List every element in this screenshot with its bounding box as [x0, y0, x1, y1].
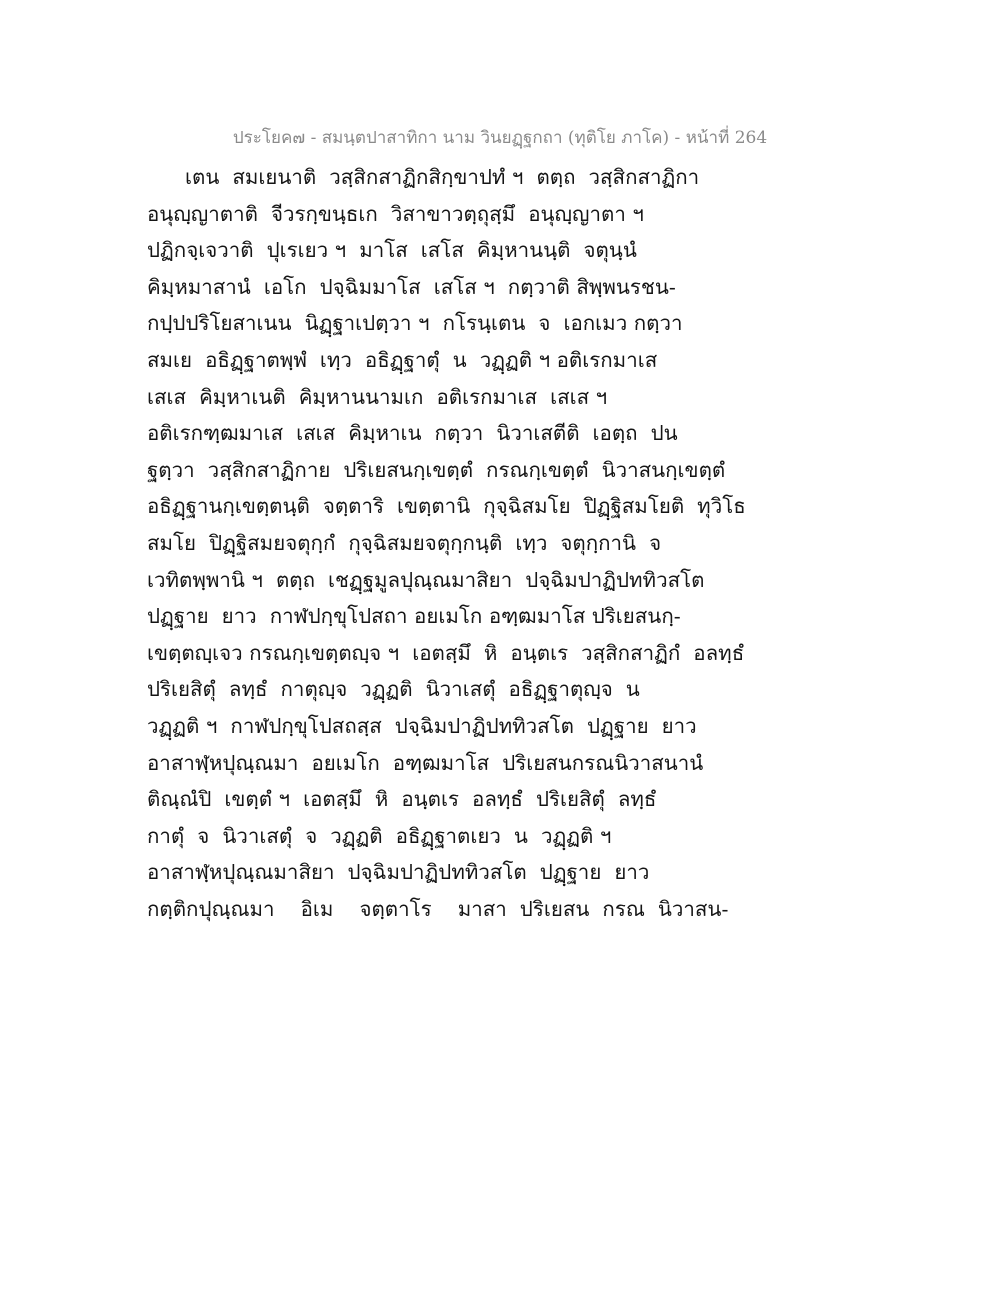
- running-title: ประโยค๗ - สมนฺตปาสาทิกา นาม วินยฏฺฐกถา (ทุติโย ภาโค) - หน้าที่ 264: [232, 128, 768, 148]
- text-line-9: ฐตฺวา วสฺสิกสาฏิกาย ปริเยสนกฺเขตฺตํ กรณกฺเขตฺตํ นิวาสนกฺเขตฺตํ: [147, 457, 726, 482]
- text-line-18: ติณฺณํปิ เขตฺตํ ฯ เอตสฺมึ หิ อนฺตเร อลทฺธํ ปริเยสิตุํ ลทฺธํ: [147, 787, 657, 812]
- text-line-1: เตน สมเยนาติ วสฺสิกสาฏิกสิกฺขาปทํ ฯ ตตฺถ วสฺสิกสาฏิกา: [185, 165, 700, 189]
- text-line-15: ปริเยสิตุํ ลทฺธํ กาตุญฺจ วฏฺฏติ นิวาเสตุํ อธิฏฺฐาตุญฺจ น: [147, 677, 640, 702]
- text-line-8: อติเรกฑฺฒมาเส เสเส คิมฺหาเน กตฺวา นิวาเสตีติ เอตฺถ ปน: [147, 421, 678, 446]
- text-line-2: อนุญฺญาตาติ จีวรกฺขนฺธเก วิสาขาวตฺถุสฺมึ อนุญฺญาตา ฯ: [147, 201, 644, 226]
- text-line-12: เวทิตพฺพานิ ฯ ตตฺถ เชฏฺฐมูลปุณฺณมาสิยา ปจฺฉิมปาฏิปททิวสโต: [147, 567, 705, 592]
- body-text: [147, 159, 867, 927]
- text-line-4: คิมฺหมาสานํ เอโก ปจฺฉิมมาโส เสโส ฯ กตฺวาติ สิพฺพนรชน-: [147, 274, 676, 299]
- text-line-10: อธิฏฺฐานกฺเขตฺตนฺติ จตฺตาริ เขตฺตานิ กุจฺฉิสมโย ปิฏฺฐิสมโยติ ทุวิโธ: [147, 494, 746, 519]
- running-header: [0, 124, 1000, 151]
- text-line-14: เขตฺตญฺเจว กรณกฺเขตฺตญฺจ ฯ เอตสฺมึ หิ อนฺตเร วสฺสิกสาฏิกํ อลทฺธํ: [147, 640, 745, 665]
- text-line-11: สมโย ปิฏฺฐิสมยจตุกฺกํ กุจฺฉิสมยจตุกฺกนฺติ เทฺว จตุกฺกานิ จ: [147, 530, 662, 555]
- text-line-7: เสเส คิมฺหาเนติ คิมฺหานนามเก อติเรกมาเส เสเส ฯ: [147, 384, 608, 409]
- text-line-17: อาสาฬฺหปุณฺณมา อยเมโก อฑฺฒมาโส ปริเยสนกรณนิวาสนานํ: [147, 750, 704, 775]
- text-line-6: สมเย อธิฏฺฐาตพฺพํ เทฺว อธิฏฺฐาตุํ น วฏฺฏติ ฯ อติเรกมาเส: [147, 347, 658, 372]
- text-line-3: ปฏิกจฺเจวาติ ปุเรเยว ฯ มาโส เสโส คิมฺหานนฺติ จตุนฺนํ: [147, 238, 637, 263]
- text-line-19: กาตุํ จ นิวาเสตุํ จ วฏฺฏติ อธิฏฺฐาตเยว น วฏฺฏติ ฯ: [147, 823, 612, 848]
- text-line-16: วฏฺฏติ ฯ กาฬปกฺขุโปสถสฺส ปจฺฉิมปาฏิปททิวสโต ปฏฺฐาย ยาว: [147, 713, 697, 738]
- text-line-13: ปฏฺฐาย ยาว กาฬปกฺขุโปสถา อยเมโก อฑฺฒมาโส ปริเยสนกฺ-: [147, 604, 681, 629]
- text-line-5: กปฺปปริโยสาเนน นิฏฺฐาเปตฺวา ฯ กโรนฺเตน จ เอกเมว กตฺวา: [147, 311, 683, 336]
- text-line-21: กตฺติกปุณฺณมา อิเม จตฺตาโร มาสา ปริเยสน กรณ นิวาสน-: [147, 896, 729, 921]
- text-line-20: อาสาฬฺหปุณฺณมาสิยา ปจฺฉิมปาฏิปททิวสโต ปฏฺฐาย ยาว: [147, 860, 650, 885]
